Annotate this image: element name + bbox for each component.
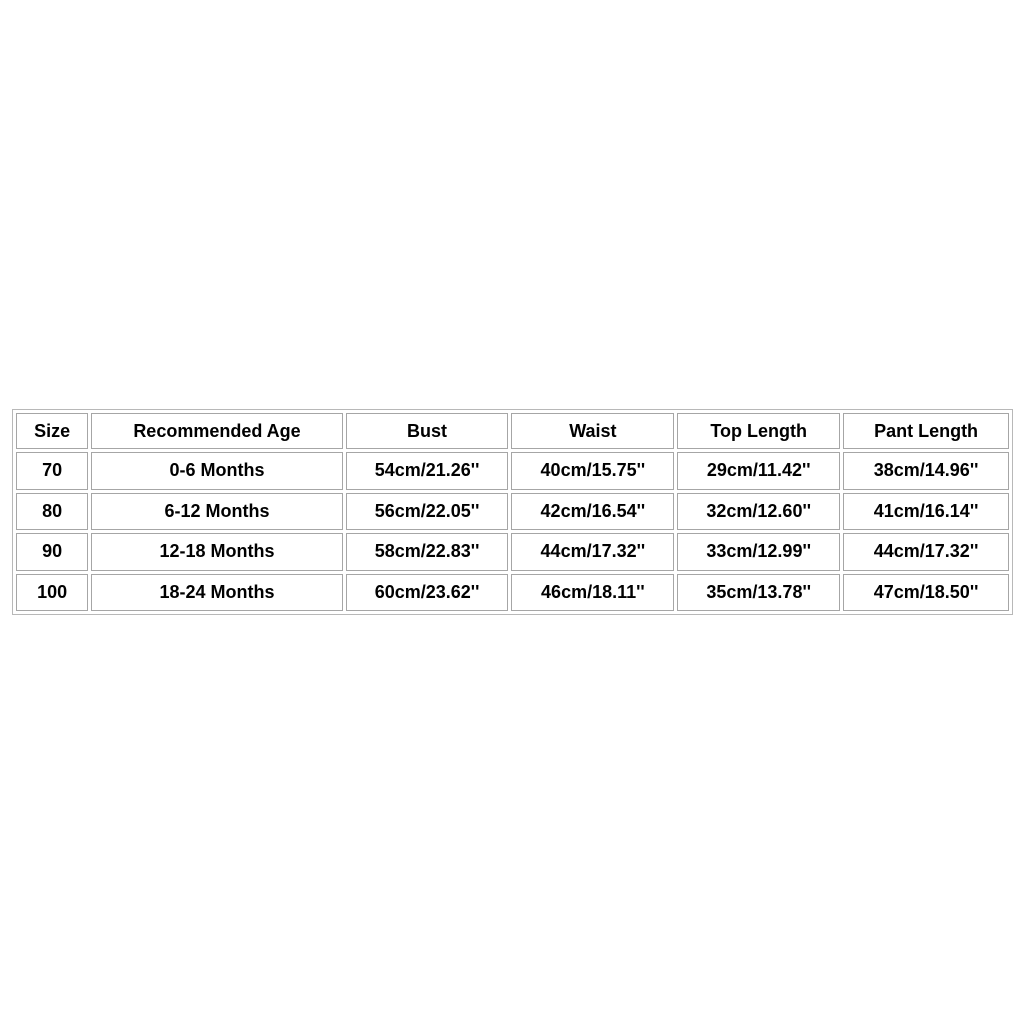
cell-top-length: 35cm/13.78'' [677,574,840,612]
header-top-length: Top Length [677,413,840,449]
cell-size: 90 [16,533,88,571]
cell-recommended-age: 12-18 Months [91,533,342,571]
cell-recommended-age: 0-6 Months [91,452,342,490]
cell-bust: 56cm/22.05'' [346,493,509,531]
cell-pant-length: 47cm/18.50'' [843,574,1009,612]
cell-pant-length: 44cm/17.32'' [843,533,1009,571]
table-header-row [16,413,1009,449]
table-row [16,452,1009,490]
size-chart-table [12,409,1013,615]
table-row [16,533,1009,571]
cell-bust: 54cm/21.26'' [346,452,509,490]
cell-recommended-age: 6-12 Months [91,493,342,531]
cell-waist: 42cm/16.54'' [511,493,674,531]
header-recommended-age: Recommended Age [91,413,342,449]
cell-size: 70 [16,452,88,490]
header-waist: Waist [511,413,674,449]
header-bust: Bust [346,413,509,449]
table-row [16,493,1009,531]
cell-top-length: 29cm/11.42'' [677,452,840,490]
cell-recommended-age: 18-24 Months [91,574,342,612]
cell-pant-length: 41cm/16.14'' [843,493,1009,531]
header-size: Size [16,413,88,449]
table-row [16,574,1009,612]
cell-pant-length: 38cm/14.96'' [843,452,1009,490]
cell-size: 100 [16,574,88,612]
cell-top-length: 33cm/12.99'' [677,533,840,571]
cell-top-length: 32cm/12.60'' [677,493,840,531]
cell-waist: 40cm/15.75'' [511,452,674,490]
cell-bust: 58cm/22.83'' [346,533,509,571]
header-pant-length: Pant Length [843,413,1009,449]
cell-size: 80 [16,493,88,531]
cell-waist: 44cm/17.32'' [511,533,674,571]
cell-bust: 60cm/23.62'' [346,574,509,612]
cell-waist: 46cm/18.11'' [511,574,674,612]
